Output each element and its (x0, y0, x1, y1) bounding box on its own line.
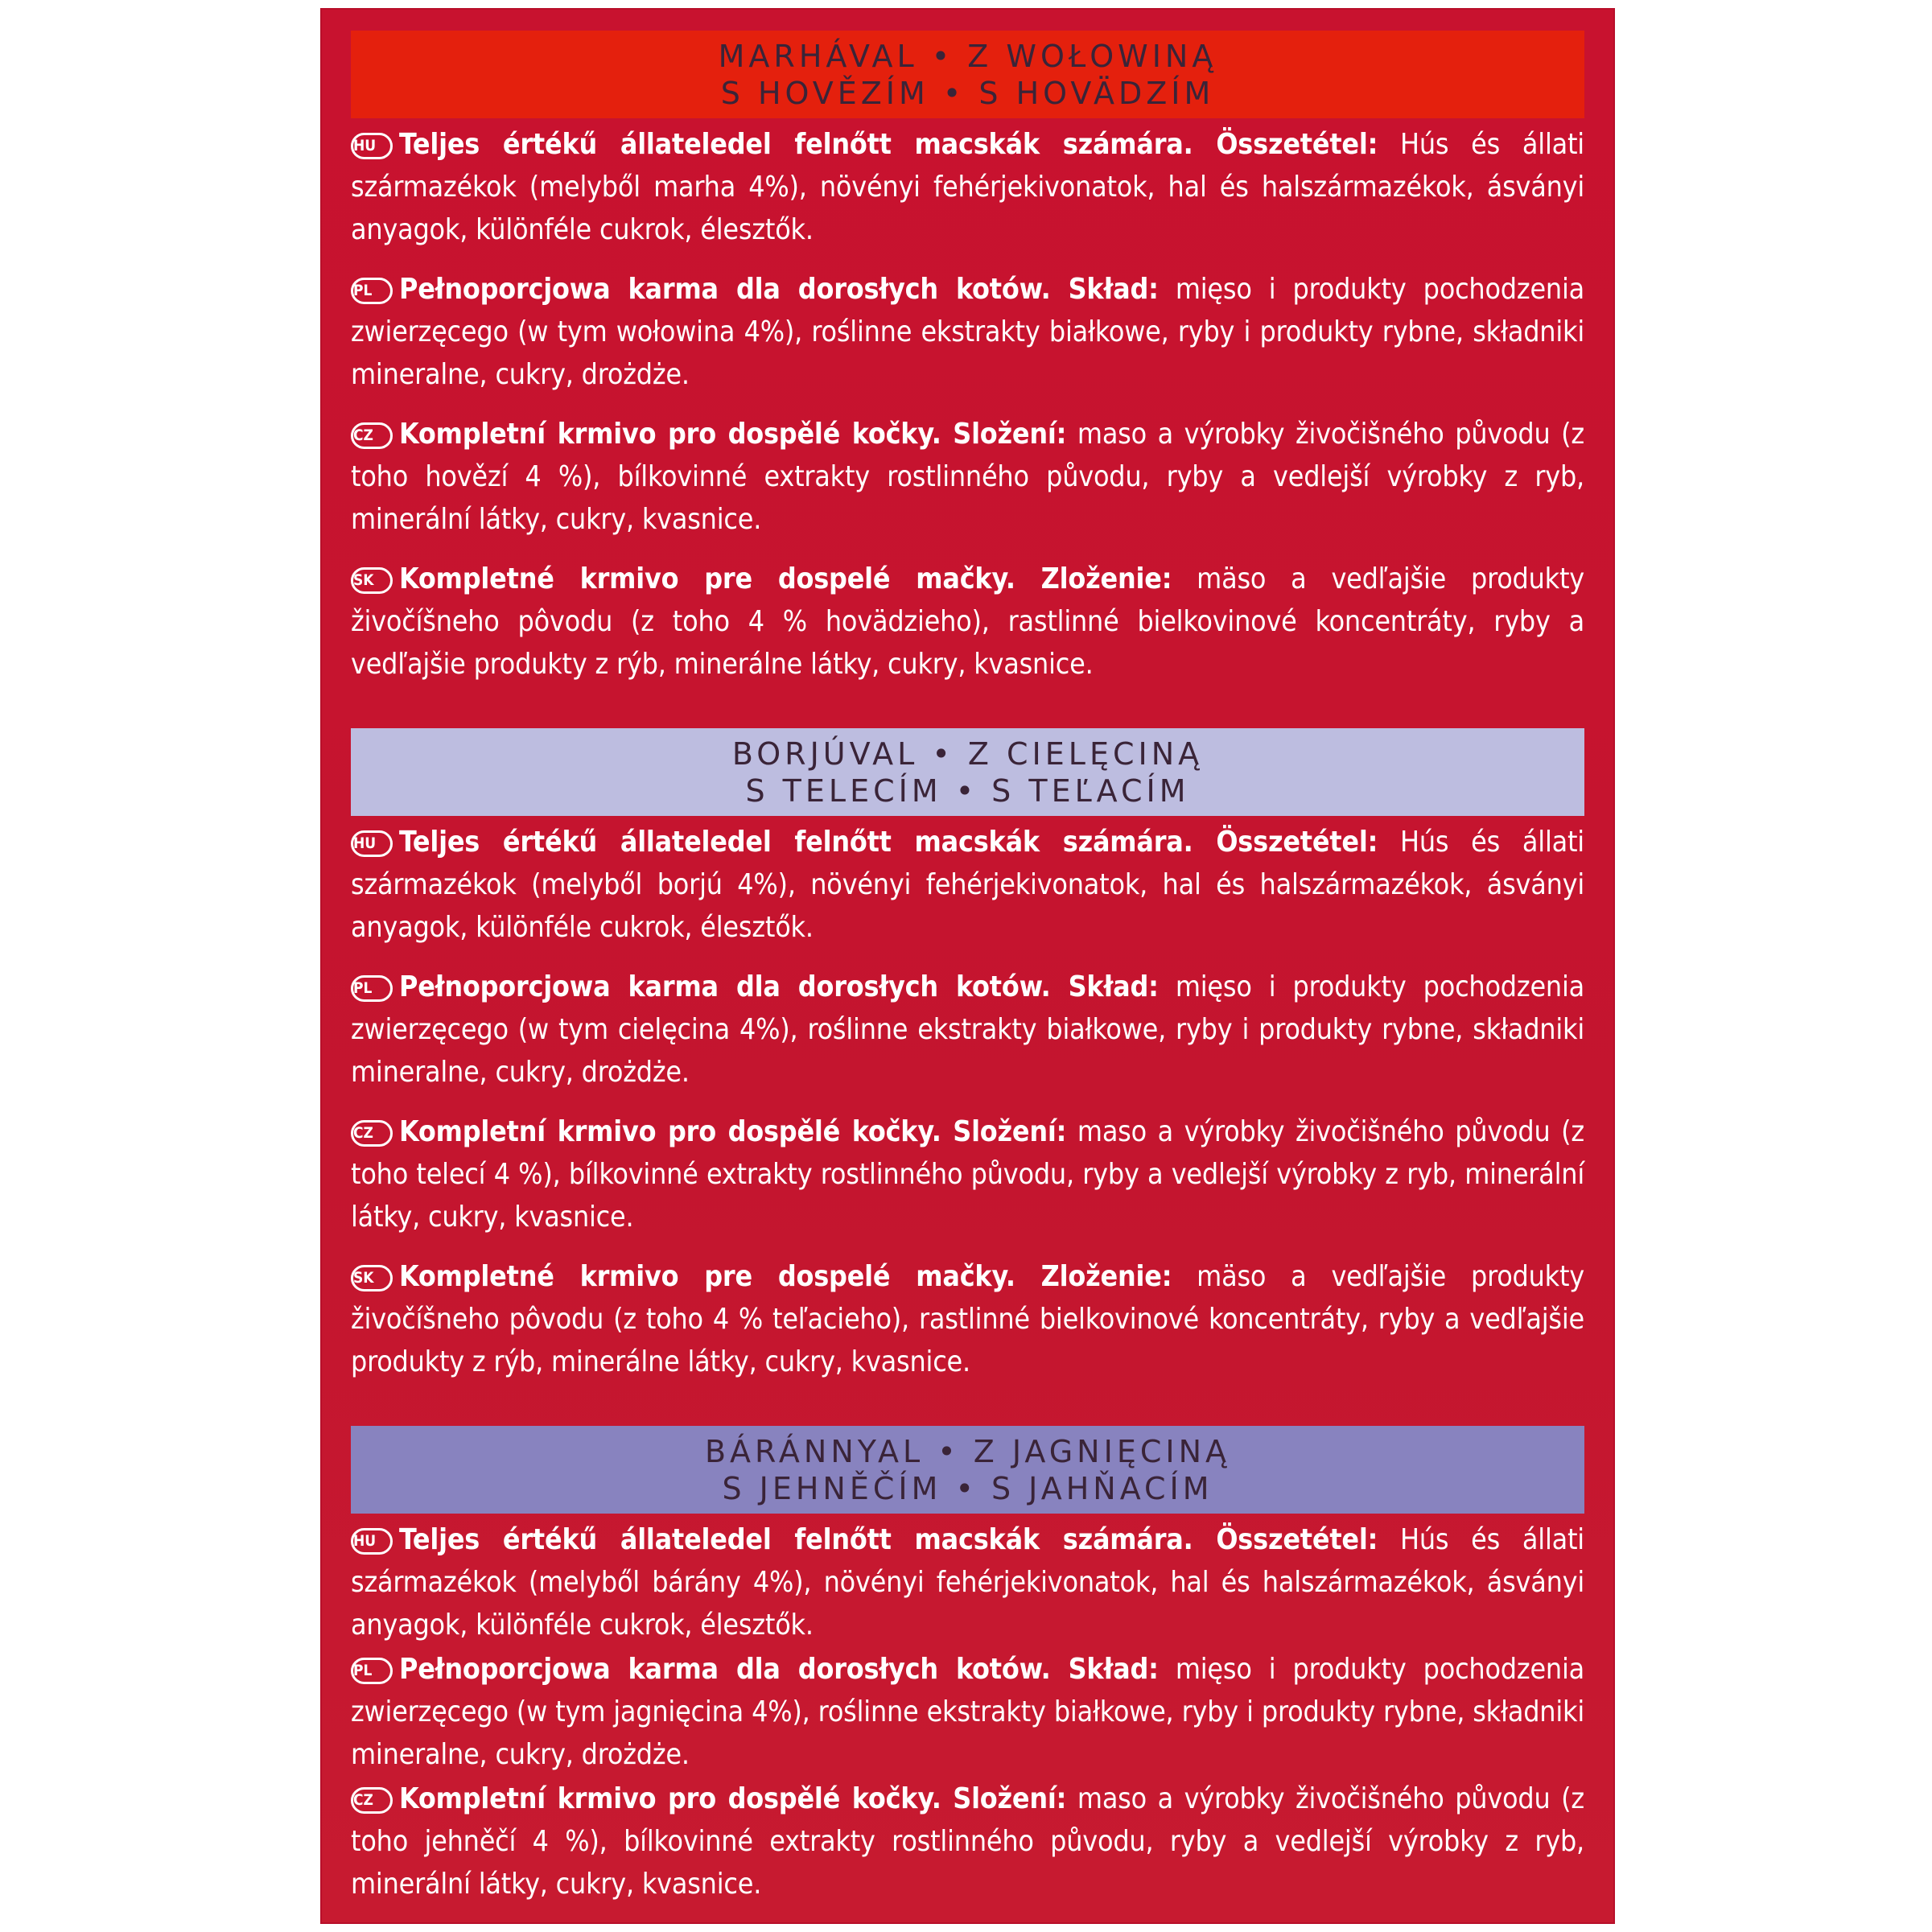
paragraph-text: mięso i produkty pochodzenia zwierzęcego (w tym jagnięcina 4%), roślinne ekstrakty białkowe, ryby i produkty rybne, składniki mineralne, cukry, drożdże. (351, 1653, 1584, 1771)
paragraph-text: Hús és állati származékok (melyből bárány 4%), növényi fehérjekivonatok, hal és halszármazékok, ásványi anyagok, különféle cukrok, élesztők. (351, 1523, 1584, 1642)
paragraph-text: Hús és állati származékok (melyből borjú 4%), növényi fehérjekivonatok, hal és halszármazékok, ásványi anyagok, különféle cukrok, élesztők. (351, 826, 1584, 944)
paragraph-cz (351, 413, 1584, 541)
lang-badge-pl: PL (351, 278, 393, 304)
paragraph-bold-lead: Teljes értékű állateledel felnőtt macskák számára. Összetétel: (399, 1523, 1378, 1556)
lang-badge-hu: HU (351, 133, 393, 159)
section-header-beef (351, 31, 1584, 118)
header-line-1: BORJÚVAL • Z CIELĘCINĄ (731, 735, 1204, 772)
paragraph-bold-lead: Kompletní krmivo pro dospělé kočky. Složení: (399, 1115, 1067, 1148)
paragraph-bold-lead: Pełnoporcjowa karma dla dorosłych kotów. Skład: (399, 273, 1159, 306)
section-header-lamb (351, 1426, 1584, 1514)
lang-badge-pl: PL (351, 975, 393, 1002)
paragraph-bold-lead: Pełnoporcjowa karma dla dorosłych kotów. Skład: (399, 1653, 1159, 1686)
header-line-1: BÁRÁNNYAL • Z JAGNIĘCINĄ (704, 1433, 1230, 1469)
paragraph-text: Hús és állati származékok (melyből marha 4%), növényi fehérjekivonatok, hal és halszármazékok, ásványi anyagok, különféle cukrok, élesztők. (351, 128, 1584, 246)
lang-badge-hu: HU (351, 830, 393, 857)
header-line-2: S HOVĚZÍM • S HOVÄDZÍM (720, 75, 1215, 111)
lang-badge-hu: HU (351, 1528, 393, 1555)
paragraph-hu (351, 821, 1584, 949)
paragraph-sk (351, 558, 1584, 686)
section-lamb (351, 1426, 1584, 1905)
lang-badge-cz: CZ (351, 1120, 393, 1147)
ingredients-label-panel (320, 8, 1615, 1924)
paragraph-bold-lead: Kompletné krmivo pre dospelé mačky. Zloženie: (399, 1260, 1172, 1293)
paragraph-text: maso a výrobky živočišného původu (z toho telecí 4 %), bílkovinné extrakty rostlinného původu, ryby a vedlejší výrobky z ryb, minerální látky, cukry, kvasnice. (351, 1115, 1584, 1234)
paragraph-text: mäso a vedľajšie produkty živočíšneho pôvodu (z toho 4 % teľacieho), rastlinné bielkovinové koncentráty, ryby a vedľajšie produkty z rýb, minerálne látky, cukry, kvasnice. (351, 1260, 1584, 1378)
paragraph-bold-lead: Kompletné krmivo pre dospelé mačky. Zloženie: (399, 562, 1172, 595)
paragraph-cz (351, 1110, 1584, 1238)
paragraph-hu (351, 1518, 1584, 1646)
paragraph-text: mäso a vedľajšie produkty živočíšneho pôvodu (z toho 4 % hovädzieho), rastlinné bielkovinové koncentráty, ryby a vedľajšie produkty z rýb, minerálne látky, cukry, kvasnice. (351, 562, 1584, 681)
lang-badge-pl: PL (351, 1658, 393, 1684)
paragraph-pl (351, 1648, 1584, 1776)
header-line-2: S TELECÍM • S TEĽACÍM (745, 772, 1190, 809)
paragraph-pl (351, 966, 1584, 1094)
header-line-2: S JEHNĚČÍM • S JAHŇACÍM (722, 1470, 1213, 1506)
paragraph-hu (351, 123, 1584, 251)
paragraph-bold-lead: Teljes értékű állateledel felnőtt macskák számára. Összetétel: (399, 826, 1378, 859)
paragraph-text: mięso i produkty pochodzenia zwierzęcego (w tym wołowina 4%), roślinne ekstrakty białkowe, ryby i produkty rybne, składniki mineralne, cukry, drożdże. (351, 273, 1584, 391)
header-line-1: MARHÁVAL • Z WOŁOWINĄ (718, 38, 1217, 74)
section-veal (351, 728, 1584, 1383)
lang-badge-sk: SK (351, 1265, 393, 1291)
paragraph-bold-lead: Kompletní krmivo pro dospělé kočky. Složení: (399, 418, 1067, 451)
paragraph-text: maso a výrobky živočišného původu (z toho hovězí 4 %), bílkovinné extrakty rostlinného původu, ryby a vedlejší výrobky z ryb, minerální látky, cukry, kvasnice. (351, 418, 1584, 536)
paragraph-pl (351, 268, 1584, 396)
lang-badge-sk: SK (351, 567, 393, 594)
paragraph-text: mięso i produkty pochodzenia zwierzęcego (w tym cielęcina 4%), roślinne ekstrakty białkowe, ryby i produkty rybne, składniki mineralne, cukry, drożdże. (351, 970, 1584, 1089)
lang-badge-cz: CZ (351, 422, 393, 449)
paragraph-sk (351, 1255, 1584, 1383)
lang-badge-cz: CZ (351, 1787, 393, 1814)
paragraph-bold-lead: Teljes értékű állateledel felnőtt macskák számára. Összetétel: (399, 128, 1378, 161)
section-header-veal (351, 728, 1584, 816)
paragraph-cz (351, 1778, 1584, 1905)
paragraph-text: maso a výrobky živočišného původu (z toho jehněčí 4 %), bílkovinné extrakty rostlinného původu, ryby a vedlejší výrobky z ryb, minerální látky, cukry, kvasnice. (351, 1782, 1584, 1901)
paragraph-bold-lead: Pełnoporcjowa karma dla dorosłych kotów. Skład: (399, 970, 1159, 1003)
paragraph-bold-lead: Kompletní krmivo pro dospělé kočky. Složení: (399, 1782, 1067, 1815)
section-beef (351, 31, 1584, 686)
